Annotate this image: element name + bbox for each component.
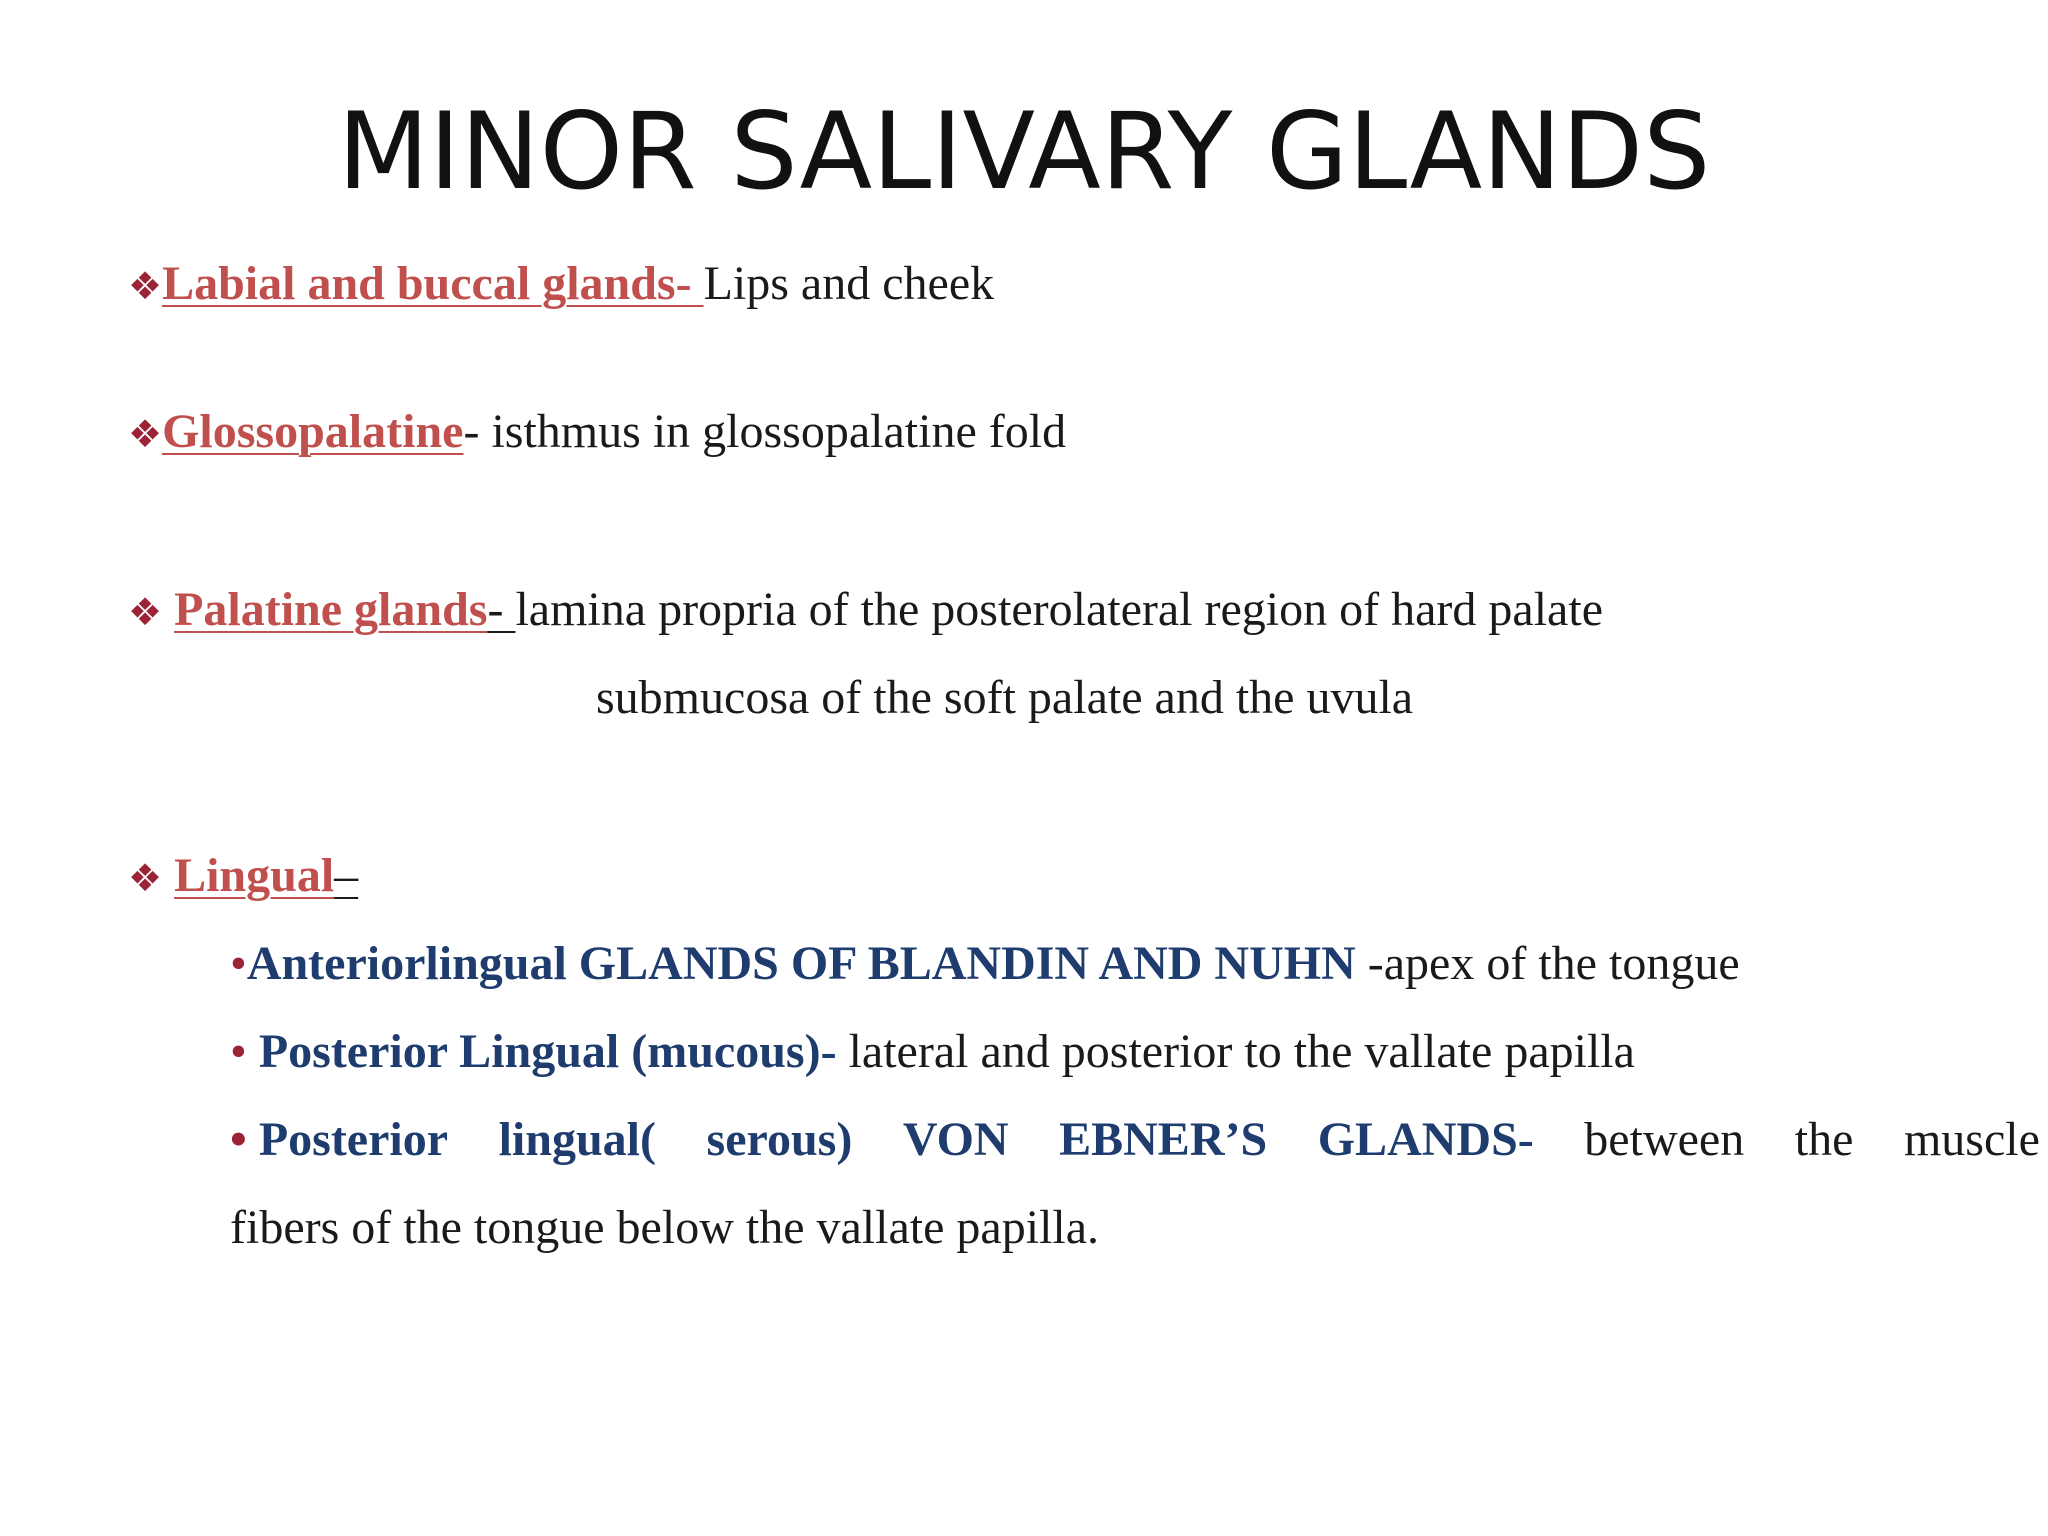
diamond-bullet-icon: ❖ [128,264,163,308]
round-bullet-icon: • [230,1113,247,1166]
item-labial-buccal [128,256,994,314]
item-palatine [128,582,1603,640]
diamond-bullet-icon: ❖ [128,412,163,456]
subitem-serous-word-0: • Posterior [230,1113,449,1166]
sep-palatine: - [487,583,516,636]
lingual-subitem-posterior-serous [230,1112,2040,1168]
diamond-bullet-icon: ❖ [128,590,163,634]
subitem-serous-word-2: serous) [706,1113,853,1166]
item-glossopalatine [128,404,1066,462]
desc-palatine-2: submucosa of the soft palate and the uvula [596,671,1414,724]
round-bullet-icon: • [230,937,247,990]
diamond-bullet-icon: ❖ [128,856,163,900]
item-lingual [128,848,358,906]
subitem-mucous-desc: lateral and posterior to the vallate papilla [836,1025,1635,1078]
term-palatine: Palatine glands [174,583,488,636]
term-lingual: Lingual [174,849,335,902]
subitem-serous-word-3: VON [902,1113,1009,1166]
sep-lingual: – [334,849,359,902]
subitem-serous-continuation: fibers of the tongue below the vallate papilla. [230,1201,1100,1254]
subitem-serous-word-7: the [1794,1113,1854,1166]
subitem-serous-word-5: GLANDS- [1317,1113,1534,1166]
desc-glossopalatine: - isthmus in glossopalatine fold [463,405,1067,458]
term-glossopalatine: Glossopalatine [162,405,464,458]
subitem-serous-word-1: lingual( [498,1113,656,1166]
subitem-serous-word-8: muscle [1903,1113,2040,1166]
subitem-mucous-bold: Posterior Lingual (mucous)- [258,1025,837,1078]
desc-palatine-1: lamina propria of the posterolateral region of hard palate [515,583,1603,636]
subitem-anterior-bold: Anteriorlingual GLANDS OF BLANDIN AND NUHN [246,937,1356,990]
round-bullet-icon: • [230,1025,247,1078]
subitem-serous-word-6: between [1584,1113,1745,1166]
lingual-subitem-posterior-mucous [230,1024,1635,1080]
desc-labial-buccal: Lips and cheek [703,257,995,310]
subitem-serous-word-4: EBNER’S [1059,1113,1268,1166]
subitem-anterior-desc: -apex of the tongue [1355,937,1740,990]
slide-title: MINOR SALIVARY GLANDS [337,90,1711,213]
term-labial-buccal: Labial and buccal glands- [162,257,704,310]
lingual-subitem-anterior [230,936,1740,992]
